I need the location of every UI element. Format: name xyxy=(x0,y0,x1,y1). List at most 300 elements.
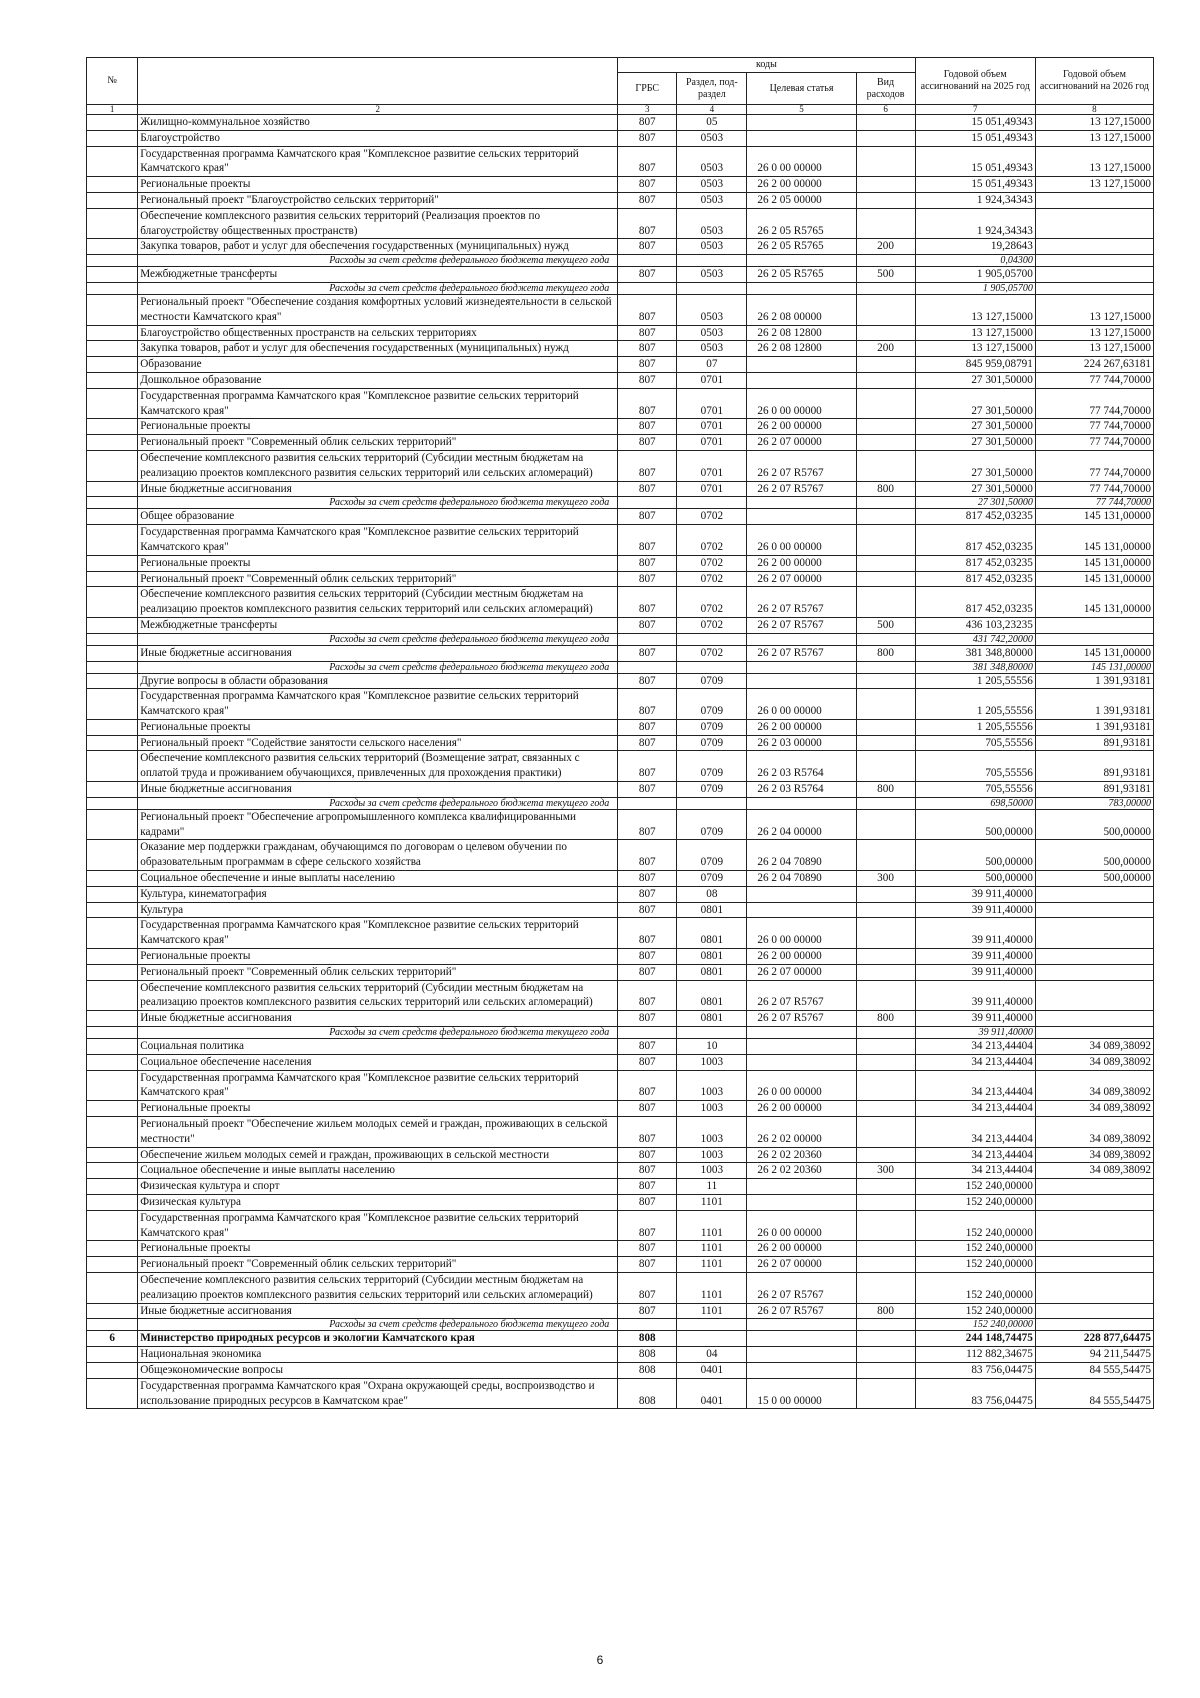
row-name: Обеспечение жильем молодых семей и граждан, проживающих в сельской местности xyxy=(138,1147,618,1163)
row-name: Региональный проект "Современный облик сельских территорий" xyxy=(138,1257,618,1273)
row-number xyxy=(87,1147,138,1163)
row-expense-type xyxy=(856,1054,915,1070)
row-number xyxy=(87,673,138,689)
row-section: 0701 xyxy=(677,481,747,497)
row-section: 07 xyxy=(677,357,747,373)
row-name: Региональные проекты xyxy=(138,719,618,735)
table-row xyxy=(87,481,1154,497)
row-amount-2026: 77 744,70000 xyxy=(1035,388,1153,419)
row-grbs xyxy=(618,282,677,294)
row-amount-2026: 77 744,70000 xyxy=(1035,435,1153,451)
row-amount-2025: 1 924,34343 xyxy=(915,192,1035,208)
row-number xyxy=(87,964,138,980)
table-row xyxy=(87,689,1154,720)
row-section: 0503 xyxy=(677,208,747,239)
header-2026: Годовой объем ассигнований на 2026 год xyxy=(1035,58,1153,105)
row-amount-2025: 152 240,00000 xyxy=(915,1272,1035,1303)
table-row xyxy=(87,525,1154,556)
row-name: Региональный проект "Современный облик сельских территорий" xyxy=(138,571,618,587)
row-name: Региональные проекты xyxy=(138,949,618,965)
row-expense-type xyxy=(856,192,915,208)
row-amount-2026 xyxy=(1035,1195,1153,1211)
row-section: 0503 xyxy=(677,294,747,325)
row-grbs: 807 xyxy=(618,1179,677,1195)
row-grbs: 807 xyxy=(618,341,677,357)
row-target-article: 26 2 03 00000 xyxy=(747,735,856,751)
row-grbs: 808 xyxy=(618,1378,677,1409)
row-target-article: 26 2 00 00000 xyxy=(747,1101,856,1117)
row-name: Культура xyxy=(138,902,618,918)
row-name: Благоустройство xyxy=(138,130,618,146)
row-expense-type xyxy=(856,115,915,131)
row-target-article xyxy=(747,902,856,918)
row-section: 1101 xyxy=(677,1303,747,1319)
table-row xyxy=(87,1163,1154,1179)
row-amount-2025: 27 301,50000 xyxy=(915,419,1035,435)
row-expense-type xyxy=(856,1027,915,1039)
table-row xyxy=(87,809,1154,840)
row-grbs: 807 xyxy=(618,525,677,556)
row-target-article: 26 2 02 20360 xyxy=(747,1163,856,1179)
row-name: Региональные проекты xyxy=(138,1241,618,1257)
row-grbs xyxy=(618,1319,677,1331)
row-section xyxy=(677,661,747,673)
row-name: Министерство природных ресурсов и экологии Камчатского края xyxy=(138,1331,618,1347)
federal-funds-row xyxy=(87,633,1154,645)
row-expense-type xyxy=(856,450,915,481)
row-amount-2026: 94 211,54475 xyxy=(1035,1347,1153,1363)
table-row xyxy=(87,146,1154,177)
row-grbs: 807 xyxy=(618,239,677,255)
row-number xyxy=(87,751,138,782)
row-expense-type xyxy=(856,1362,915,1378)
row-amount-2025: 27 301,50000 xyxy=(915,481,1035,497)
row-section: 0701 xyxy=(677,388,747,419)
row-name: Региональный проект "Содействие занятости сельского населения" xyxy=(138,735,618,751)
row-expense-type xyxy=(856,555,915,571)
row-number xyxy=(87,239,138,255)
table-row xyxy=(87,587,1154,618)
budget-table xyxy=(86,57,1154,1409)
row-section: 0801 xyxy=(677,980,747,1011)
row-amount-2025: 39 911,40000 xyxy=(915,886,1035,902)
row-grbs: 807 xyxy=(618,980,677,1011)
row-target-article: 15 0 00 00000 xyxy=(747,1378,856,1409)
row-expense-type xyxy=(856,673,915,689)
row-amount-2026: 13 127,15000 xyxy=(1035,130,1153,146)
table-row xyxy=(87,325,1154,341)
row-amount-2026: 500,00000 xyxy=(1035,840,1153,871)
row-amount-2025: 152 240,00000 xyxy=(915,1210,1035,1241)
row-section xyxy=(677,1331,747,1347)
row-grbs: 807 xyxy=(618,689,677,720)
row-amount-2026: 77 744,70000 xyxy=(1035,419,1153,435)
row-amount-2025: 27 301,50000 xyxy=(915,435,1035,451)
row-expense-type xyxy=(856,177,915,193)
table-row xyxy=(87,1039,1154,1055)
column-number: 3 xyxy=(618,105,677,115)
row-name: Обеспечение комплексного развития сельских территорий (Субсидии местным бюджетам на реализацию проектов комплексного развития сельских территорий или сельских агломераций) xyxy=(138,587,618,618)
table-row xyxy=(87,294,1154,325)
row-amount-2026 xyxy=(1035,1210,1153,1241)
row-number xyxy=(87,1195,138,1211)
row-amount-2026: 34 089,38092 xyxy=(1035,1054,1153,1070)
row-name: Общеэкономические вопросы xyxy=(138,1362,618,1378)
row-section xyxy=(677,255,747,267)
row-section: 1003 xyxy=(677,1101,747,1117)
row-name: Другие вопросы в области образования xyxy=(138,673,618,689)
table-row xyxy=(87,571,1154,587)
row-number xyxy=(87,1163,138,1179)
table-row xyxy=(87,918,1154,949)
row-number xyxy=(87,1179,138,1195)
row-grbs: 807 xyxy=(618,782,677,798)
row-number xyxy=(87,949,138,965)
row-amount-2026: 77 744,70000 xyxy=(1035,372,1153,388)
row-expense-type xyxy=(856,571,915,587)
row-amount-2026 xyxy=(1035,239,1153,255)
row-expense-type xyxy=(856,1210,915,1241)
row-amount-2026: 34 089,38092 xyxy=(1035,1147,1153,1163)
row-amount-2025: 1 205,55556 xyxy=(915,689,1035,720)
row-amount-2026: 13 127,15000 xyxy=(1035,177,1153,193)
row-section: 0709 xyxy=(677,809,747,840)
row-expense-type xyxy=(856,751,915,782)
row-target-article: 26 2 08 00000 xyxy=(747,294,856,325)
row-amount-2025: 39 911,40000 xyxy=(915,918,1035,949)
table-row xyxy=(87,1147,1154,1163)
row-expense-type xyxy=(856,1241,915,1257)
row-target-article xyxy=(747,115,856,131)
row-number xyxy=(87,1101,138,1117)
row-amount-2026 xyxy=(1035,1272,1153,1303)
row-number xyxy=(87,357,138,373)
row-grbs: 807 xyxy=(618,435,677,451)
row-expense-type xyxy=(856,208,915,239)
row-expense-type xyxy=(856,388,915,419)
row-amount-2026: 34 089,38092 xyxy=(1035,1039,1153,1055)
row-expense-type xyxy=(856,525,915,556)
row-section: 0503 xyxy=(677,146,747,177)
table-row xyxy=(87,1179,1154,1195)
header-expense-type: Вид расходов xyxy=(856,73,915,105)
row-amount-2026 xyxy=(1035,282,1153,294)
row-name: Обеспечение комплексного развития сельских территорий (Реализация проектов по благоустройству общественных пространств) xyxy=(138,208,618,239)
row-amount-2025: 152 240,00000 xyxy=(915,1195,1035,1211)
row-expense-type xyxy=(856,435,915,451)
table-row xyxy=(87,949,1154,965)
row-amount-2026: 77 744,70000 xyxy=(1035,450,1153,481)
row-grbs: 807 xyxy=(618,617,677,633)
row-target-article: 26 2 07 00000 xyxy=(747,435,856,451)
row-expense-type xyxy=(856,419,915,435)
row-amount-2026: 34 089,38092 xyxy=(1035,1070,1153,1101)
row-number: 6 xyxy=(87,1331,138,1347)
row-amount-2026 xyxy=(1035,1011,1153,1027)
row-name: Оказание мер поддержки гражданам, обучающимся по договорам о целевом обучении по образовательным программам в сфере сельского хозяйства xyxy=(138,840,618,871)
row-name: Дошкольное образование xyxy=(138,372,618,388)
row-section xyxy=(677,497,747,509)
row-number xyxy=(87,555,138,571)
row-grbs: 807 xyxy=(618,177,677,193)
row-number xyxy=(87,294,138,325)
table-row xyxy=(87,1257,1154,1273)
row-amount-2025: 817 452,03235 xyxy=(915,525,1035,556)
row-grbs: 807 xyxy=(618,372,677,388)
table-row xyxy=(87,1070,1154,1101)
row-target-article: 26 2 00 00000 xyxy=(747,949,856,965)
row-target-article: 26 2 05 00000 xyxy=(747,192,856,208)
row-target-article: 26 2 05 R5765 xyxy=(747,239,856,255)
row-amount-2025: 431 742,20000 xyxy=(915,633,1035,645)
row-expense-type xyxy=(856,1195,915,1211)
row-expense-type xyxy=(856,509,915,525)
row-name: Государственная программа Камчатского края "Охрана окружающей среды, воспроизводство и использование природных ресурсов в Камчатском крае" xyxy=(138,1378,618,1409)
row-number xyxy=(87,645,138,661)
row-grbs: 807 xyxy=(618,115,677,131)
row-target-article: 26 2 00 00000 xyxy=(747,555,856,571)
row-amount-2026: 500,00000 xyxy=(1035,871,1153,887)
row-number xyxy=(87,255,138,267)
row-amount-2026 xyxy=(1035,886,1153,902)
row-name: Иные бюджетные ассигнования xyxy=(138,481,618,497)
row-expense-type: 800 xyxy=(856,1303,915,1319)
row-number xyxy=(87,871,138,887)
header-name xyxy=(138,58,618,105)
row-section: 0702 xyxy=(677,571,747,587)
row-expense-type xyxy=(856,1272,915,1303)
row-name: Региональные проекты xyxy=(138,555,618,571)
row-name: Образование xyxy=(138,357,618,373)
row-grbs: 807 xyxy=(618,388,677,419)
row-expense-type xyxy=(856,809,915,840)
row-name: Физическая культура и спорт xyxy=(138,1179,618,1195)
row-target-article: 26 0 00 00000 xyxy=(747,1210,856,1241)
federal-funds-row xyxy=(87,497,1154,509)
federal-funds-row xyxy=(87,797,1154,809)
row-amount-2026 xyxy=(1035,633,1153,645)
row-number xyxy=(87,341,138,357)
row-section: 0801 xyxy=(677,918,747,949)
row-name: Социальное обеспечение и иные выплаты населению xyxy=(138,1163,618,1179)
table-row xyxy=(87,435,1154,451)
row-section: 0503 xyxy=(677,177,747,193)
row-amount-2026: 1 391,93181 xyxy=(1035,689,1153,720)
row-name: Общее образование xyxy=(138,509,618,525)
row-amount-2025: 34 213,44404 xyxy=(915,1101,1035,1117)
row-amount-2025: 83 756,04475 xyxy=(915,1378,1035,1409)
header-grbs: ГРБС xyxy=(618,73,677,105)
row-number xyxy=(87,1011,138,1027)
row-expense-type xyxy=(856,689,915,720)
row-number xyxy=(87,1272,138,1303)
row-amount-2025: 39 911,40000 xyxy=(915,1027,1035,1039)
row-name: Физическая культура xyxy=(138,1195,618,1211)
row-grbs: 807 xyxy=(618,871,677,887)
row-name: Закупка товаров, работ и услуг для обеспечения государственных (муниципальных) нужд xyxy=(138,341,618,357)
row-amount-2026 xyxy=(1035,617,1153,633)
row-section: 0709 xyxy=(677,689,747,720)
row-grbs: 807 xyxy=(618,645,677,661)
row-section: 1003 xyxy=(677,1117,747,1148)
row-section: 0701 xyxy=(677,372,747,388)
row-grbs: 807 xyxy=(618,1117,677,1148)
row-section: 0702 xyxy=(677,587,747,618)
row-amount-2026: 84 555,54475 xyxy=(1035,1362,1153,1378)
row-number xyxy=(87,719,138,735)
row-number xyxy=(87,571,138,587)
row-name: Жилищно-коммунальное хозяйство xyxy=(138,115,618,131)
row-amount-2025: 500,00000 xyxy=(915,871,1035,887)
table-row xyxy=(87,964,1154,980)
row-grbs: 807 xyxy=(618,208,677,239)
row-amount-2026 xyxy=(1035,902,1153,918)
row-number xyxy=(87,735,138,751)
row-amount-2025: 27 301,50000 xyxy=(915,388,1035,419)
row-expense-type xyxy=(856,1070,915,1101)
row-amount-2026: 891,93181 xyxy=(1035,782,1153,798)
row-section: 1101 xyxy=(677,1257,747,1273)
row-number xyxy=(87,840,138,871)
table-row xyxy=(87,1241,1154,1257)
row-amount-2026 xyxy=(1035,980,1153,1011)
row-grbs: 807 xyxy=(618,1163,677,1179)
row-name: Государственная программа Камчатского края "Комплексное развитие сельских территорий Камчатского края" xyxy=(138,1210,618,1241)
table-row xyxy=(87,782,1154,798)
row-expense-type xyxy=(856,372,915,388)
row-section xyxy=(677,797,747,809)
row-grbs: 808 xyxy=(618,1331,677,1347)
row-name: Межбюджетные трансферты xyxy=(138,617,618,633)
row-name: Расходы за счет средств федерального бюджета текущего года xyxy=(138,797,618,809)
row-amount-2025: 39 911,40000 xyxy=(915,949,1035,965)
row-name: Региональный проект "Современный облик сельских территорий" xyxy=(138,964,618,980)
row-number xyxy=(87,1378,138,1409)
federal-funds-row xyxy=(87,255,1154,267)
row-expense-type: 500 xyxy=(856,617,915,633)
header-codes: коды xyxy=(618,58,915,73)
row-target-article xyxy=(747,372,856,388)
row-section: 0701 xyxy=(677,419,747,435)
row-number xyxy=(87,525,138,556)
row-amount-2026: 783,00000 xyxy=(1035,797,1153,809)
row-number xyxy=(87,435,138,451)
row-amount-2026: 77 744,70000 xyxy=(1035,497,1153,509)
row-amount-2026: 224 267,63181 xyxy=(1035,357,1153,373)
column-number: 7 xyxy=(915,105,1035,115)
row-expense-type xyxy=(856,294,915,325)
row-grbs: 807 xyxy=(618,357,677,373)
row-section: 0702 xyxy=(677,555,747,571)
row-section: 0503 xyxy=(677,130,747,146)
row-section: 1101 xyxy=(677,1272,747,1303)
row-section: 0709 xyxy=(677,735,747,751)
row-number xyxy=(87,177,138,193)
table-row xyxy=(87,192,1154,208)
row-number xyxy=(87,1210,138,1241)
row-section: 04 xyxy=(677,1347,747,1363)
row-amount-2025: 112 882,34675 xyxy=(915,1347,1035,1363)
row-grbs: 807 xyxy=(618,294,677,325)
row-amount-2026: 34 089,38092 xyxy=(1035,1163,1153,1179)
row-grbs: 807 xyxy=(618,1070,677,1101)
row-expense-type xyxy=(856,130,915,146)
table-row xyxy=(87,871,1154,887)
table-row xyxy=(87,673,1154,689)
row-target-article: 26 2 00 00000 xyxy=(747,719,856,735)
row-number xyxy=(87,617,138,633)
table-row xyxy=(87,130,1154,146)
table-row xyxy=(87,1101,1154,1117)
row-section: 1101 xyxy=(677,1241,747,1257)
row-number xyxy=(87,661,138,673)
row-grbs: 807 xyxy=(618,719,677,735)
federal-funds-row xyxy=(87,1319,1154,1331)
column-number: 8 xyxy=(1035,105,1153,115)
row-number xyxy=(87,115,138,131)
row-name: Межбюджетные трансферты xyxy=(138,267,618,283)
row-grbs xyxy=(618,255,677,267)
table-row xyxy=(87,450,1154,481)
row-section: 0801 xyxy=(677,949,747,965)
row-expense-type: 300 xyxy=(856,1163,915,1179)
row-grbs: 807 xyxy=(618,192,677,208)
row-amount-2026: 145 131,00000 xyxy=(1035,661,1153,673)
row-amount-2026 xyxy=(1035,949,1153,965)
row-amount-2025: 152 240,00000 xyxy=(915,1319,1035,1331)
row-amount-2025: 39 911,40000 xyxy=(915,902,1035,918)
table-row xyxy=(87,115,1154,131)
table-row xyxy=(87,555,1154,571)
table-row xyxy=(87,1117,1154,1148)
row-target-article: 26 2 07 R5767 xyxy=(747,645,856,661)
row-target-article xyxy=(747,886,856,902)
row-name: Благоустройство общественных пространств на сельских территориях xyxy=(138,325,618,341)
table-body xyxy=(87,115,1154,1409)
row-section xyxy=(677,282,747,294)
row-target-article: 26 0 00 00000 xyxy=(747,918,856,949)
row-target-article: 26 2 07 R5767 xyxy=(747,450,856,481)
row-number xyxy=(87,587,138,618)
row-section: 1003 xyxy=(677,1163,747,1179)
row-name: Расходы за счет средств федерального бюджета текущего года xyxy=(138,661,618,673)
row-amount-2025: 152 240,00000 xyxy=(915,1179,1035,1195)
row-grbs: 807 xyxy=(618,325,677,341)
row-amount-2025: 698,50000 xyxy=(915,797,1035,809)
row-section: 05 xyxy=(677,115,747,131)
row-amount-2025: 500,00000 xyxy=(915,840,1035,871)
row-number xyxy=(87,497,138,509)
row-number xyxy=(87,481,138,497)
row-expense-type: 800 xyxy=(856,782,915,798)
row-name: Государственная программа Камчатского края "Комплексное развитие сельских территорий Камчатского края" xyxy=(138,689,618,720)
row-amount-2026: 84 555,54475 xyxy=(1035,1378,1153,1409)
row-amount-2026: 145 131,00000 xyxy=(1035,645,1153,661)
row-section: 0503 xyxy=(677,239,747,255)
table-row xyxy=(87,1331,1154,1347)
row-section: 0709 xyxy=(677,840,747,871)
row-amount-2025: 19,28643 xyxy=(915,239,1035,255)
row-target-article: 26 2 04 00000 xyxy=(747,809,856,840)
row-section xyxy=(677,1319,747,1331)
table-row xyxy=(87,419,1154,435)
table-row xyxy=(87,1011,1154,1027)
row-name: Государственная программа Камчатского края "Комплексное развитие сельских территорий Камчатского края" xyxy=(138,525,618,556)
row-expense-type xyxy=(856,325,915,341)
row-grbs: 808 xyxy=(618,1362,677,1378)
row-target-article xyxy=(747,282,856,294)
row-number xyxy=(87,372,138,388)
